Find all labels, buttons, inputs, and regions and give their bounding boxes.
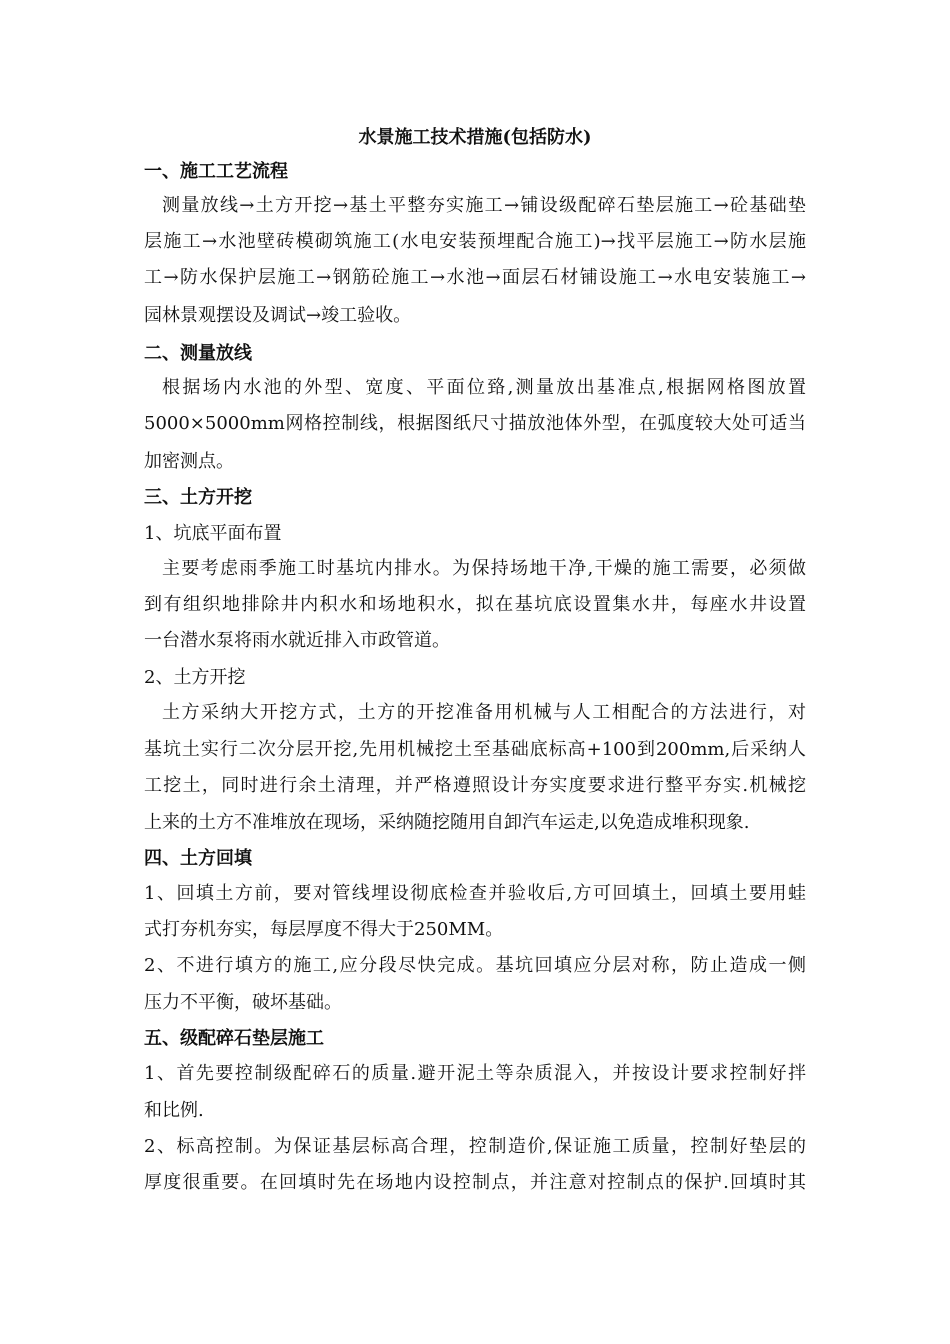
document-title: 水景施工技术措施(包括防水) (358, 127, 592, 148)
paragraph-line: 土方采纳大开挖方式，土方的开挖准备用机械与人工相配合的方法进行，对 (162, 702, 806, 723)
paragraph-line: 根据场内水池的外型、宽度、平面位臵,测量放出基准点,根据网格图放置 (162, 377, 806, 398)
paragraph-line: 2、不进行填方的施工,应分段尽快完成。基坑回填应分层对称，防止造成一侧 (144, 955, 806, 976)
paragraph-line: 厚度很重要。在回填时先在场地内设控制点，并注意对控制点的保护.回填时其 (144, 1172, 806, 1193)
paragraph-line: 主要考虑雨季施工时基坑内排水。为保持场地干净,干燥的施工需要，必须做 (162, 558, 806, 579)
paragraph-line: 压力不平衡，破坏基础。 (144, 992, 342, 1013)
paragraph-line: 一台潜水泵将雨水就近排入市政管道。 (144, 630, 450, 651)
section-heading-backfill: 四、土方回填 (144, 848, 252, 869)
paragraph-line: 加密测点。 (144, 451, 234, 472)
section-heading-survey: 二、测量放线 (144, 343, 252, 364)
section-heading-excavation: 三、土方开挖 (144, 487, 252, 508)
paragraph-line: 1、回填土方前，要对管线埋设彻底检查并验收后,方可回填土，回填土要用蛙 (144, 883, 806, 904)
subsection-heading: 1、坑底平面布置 (144, 523, 282, 544)
paragraph-line: 上来的土方不准堆放在现场，采纳随挖随用自卸汽车运走,以免造成堆积现象. (144, 812, 750, 833)
paragraph-line: 2、标高控制。为保证基层标高合理，控制造价,保证施工质量，控制好垫层的 (144, 1136, 806, 1157)
paragraph-line: 5000×5000mm网格控制线，根据图纸尺寸描放池体外型，在弧度较大处可适当 (144, 413, 806, 434)
paragraph-line: 1、首先要控制级配碎石的质量.避开泥土等杂质混入，并按设计要求控制好拌 (144, 1063, 806, 1084)
paragraph-line: 工挖土，同时进行余土清理，并严格遵照设计夯实度要求进行整平夯实.机械挖 (144, 775, 806, 796)
paragraph-line: 层施工→水池壁砖模砌筑施工(水电安装预埋配合施工)→找平层施工→防水层施 (144, 231, 806, 252)
paragraph-line: 式打夯机夯实，每层厚度不得大于250MM。 (144, 919, 504, 940)
subsection-heading: 2、土方开挖 (144, 667, 246, 688)
paragraph-line: 基坑土实行二次分层开挖,先用机械挖土至基础底标高+100到200mm,后采纳人 (144, 739, 806, 760)
section-heading-gravel-cushion: 五、级配碎石垫层施工 (144, 1028, 324, 1049)
paragraph-line: 和比例. (144, 1100, 204, 1121)
paragraph-line: 工→防水保护层施工→钢筋砼施工→水池→面层石材铺设施工→水电安装施工→ (144, 267, 806, 288)
section-heading-process: 一、施工工艺流程 (144, 161, 288, 182)
paragraph-line: 园林景观摆设及调试→竣工验收。 (144, 305, 412, 326)
paragraph-line: 到有组织地排除井内积水和场地积水，拟在基坑底设置集水井，每座水井设置 (144, 594, 806, 615)
paragraph-line: 测量放线→土方开挖→基土平整夯实施工→铺设级配碎石垫层施工→砼基础垫 (162, 195, 806, 216)
